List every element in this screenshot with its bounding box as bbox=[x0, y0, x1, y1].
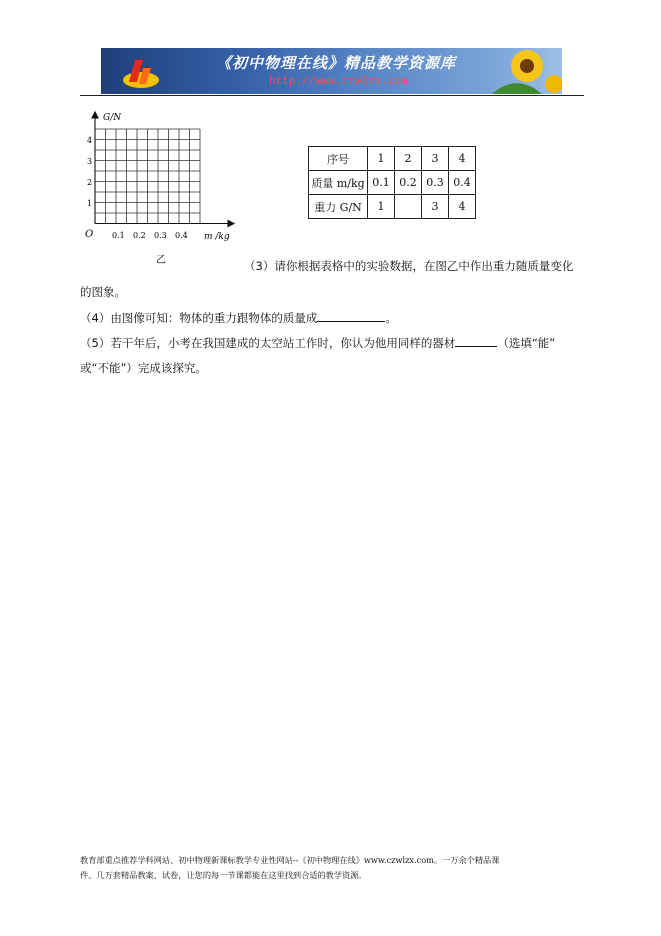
question-3-line1: （3）请你根据表格中的实验数据，在图乙中作出重力随质量变化 bbox=[244, 259, 574, 273]
table-row-label: 序号 bbox=[309, 147, 368, 171]
x-axis-label: m /kg bbox=[204, 232, 230, 242]
header-banner bbox=[101, 48, 562, 94]
table-row-label: 质量 m/kg bbox=[309, 171, 368, 195]
table-cell: 1 bbox=[368, 195, 395, 219]
question-5-text: （5）若干年后，小考在我国建成的太空站工作时，你认为他用同样的器材 bbox=[80, 336, 456, 350]
table-cell: 0.2 bbox=[395, 171, 422, 195]
footer-line2: 件、几万套精品教案、试卷，让您的每一节课都能在这里找到合适的教学资源。 bbox=[80, 870, 367, 880]
figure-caption: 乙 bbox=[156, 255, 166, 266]
question-5-answer-blank[interactable] bbox=[455, 335, 497, 347]
question-3-line2: 的图象。 bbox=[80, 285, 126, 299]
table-cell-empty[interactable] bbox=[395, 195, 422, 219]
x-tick-label: 0.4 bbox=[175, 231, 188, 240]
table-row bbox=[309, 195, 476, 219]
x-tick-label: 0.3 bbox=[154, 231, 167, 240]
x-tick-label: 0.2 bbox=[133, 231, 146, 240]
table-cell: 2 bbox=[395, 147, 422, 171]
question-5-line2: 或“不能”）完成该探究。 bbox=[80, 361, 207, 375]
table-cell: 0.1 bbox=[368, 171, 395, 195]
table-cell: 3 bbox=[422, 147, 449, 171]
table-cell: 0.4 bbox=[449, 171, 476, 195]
data-table bbox=[308, 146, 476, 219]
question-4-end: 。 bbox=[385, 311, 397, 325]
x-tick-label: 0.1 bbox=[112, 231, 125, 240]
question-4 bbox=[80, 310, 397, 326]
site-logo-icon bbox=[121, 56, 161, 90]
origin-label: O bbox=[85, 229, 94, 240]
footer-note bbox=[80, 853, 590, 883]
banner-url[interactable]: http://www.czwlzx.com bbox=[269, 76, 408, 88]
table-row-label: 重力 G/N bbox=[309, 195, 368, 219]
question-5-choice: （选填“能” bbox=[497, 336, 556, 350]
table-cell: 4 bbox=[449, 195, 476, 219]
table-row bbox=[309, 147, 476, 171]
y-tick-label: 4 bbox=[87, 136, 93, 145]
question-4-text: （4）由图像可知：物体的重力跟物体的质量成 bbox=[80, 311, 318, 325]
banner-title: 《初中物理在线》精品教学资源库 bbox=[216, 54, 457, 72]
question-5-line1 bbox=[80, 335, 555, 351]
question-4-answer-blank[interactable] bbox=[317, 310, 385, 322]
table-cell: 1 bbox=[368, 147, 395, 171]
graph-yi bbox=[84, 108, 244, 270]
y-tick-label: 1 bbox=[87, 199, 93, 208]
table-cell: 4 bbox=[449, 147, 476, 171]
footer-line1: 教育部重点推荐学科网站、初中物理新课标教学专业性网站--《初中物理在线》www.czwlzx.com。一万余个精品课 bbox=[80, 855, 500, 865]
y-tick-label: 3 bbox=[87, 157, 93, 166]
grid bbox=[95, 129, 200, 224]
sunflower-icon bbox=[472, 48, 562, 94]
table-cell: 3 bbox=[422, 195, 449, 219]
table-row bbox=[309, 171, 476, 195]
y-tick-label: 2 bbox=[87, 178, 93, 187]
table-cell: 0.3 bbox=[422, 171, 449, 195]
header-rule bbox=[80, 95, 584, 96]
y-axis-label: G/N bbox=[103, 113, 122, 123]
